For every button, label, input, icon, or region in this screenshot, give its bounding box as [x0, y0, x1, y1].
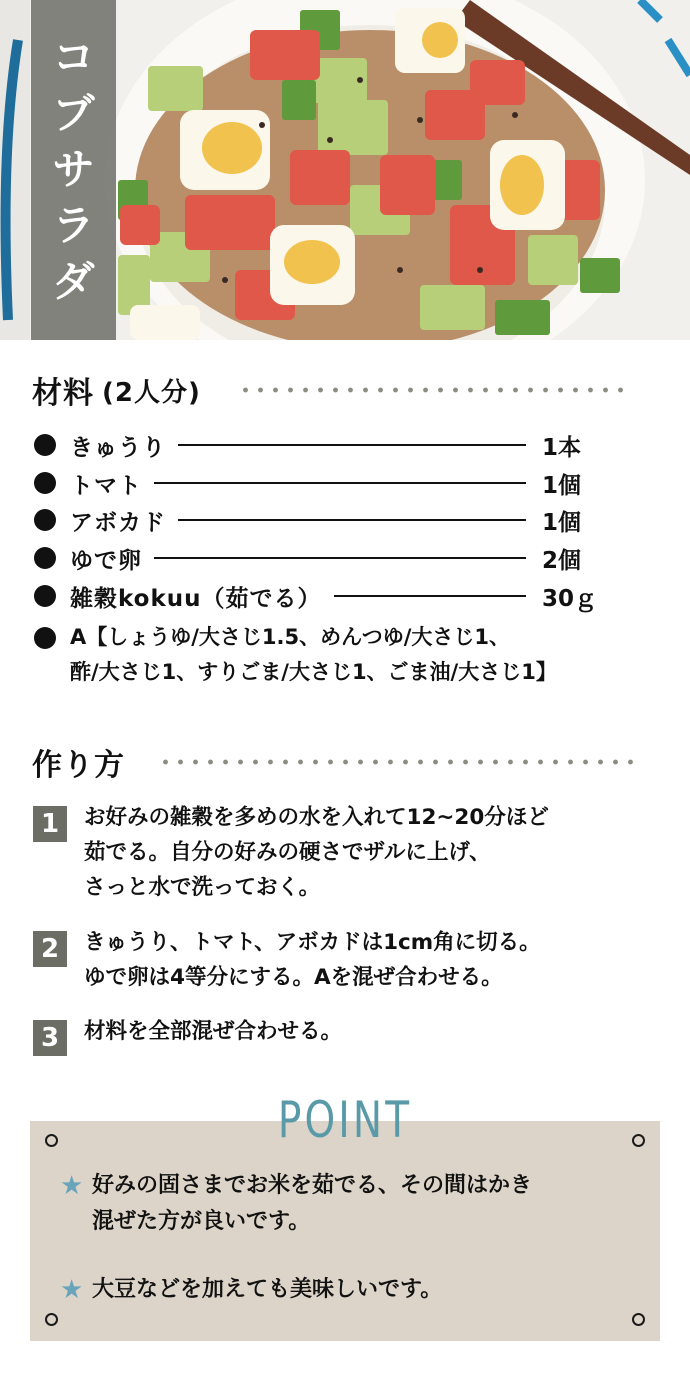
step-line: 材料を全部混ぜ合わせる。: [84, 1019, 343, 1044]
ingredient-name: 雑穀kokuu（茹でる）: [70, 585, 322, 612]
point-tip: [60, 1168, 640, 1240]
step-1: [33, 800, 644, 905]
step-number-badge: 1: [33, 806, 67, 842]
ingredient-name: トマト: [70, 472, 142, 499]
bullet-icon: [34, 509, 56, 531]
sauce-a-ingredients: [34, 620, 634, 690]
sauce-line-1: A【しょうゆ/大さじ1.5、めんつゆ/大さじ1、: [70, 625, 510, 649]
dish-title-char: ダ: [52, 257, 95, 306]
leader-line: [178, 519, 526, 521]
leader-line: [154, 482, 526, 484]
dotted-divider: [158, 759, 633, 765]
step-line: さっと水で洗っておく。: [84, 875, 321, 900]
ingredient-qty: 1個: [542, 509, 582, 536]
step-3: [33, 1014, 644, 1056]
dotted-divider: [238, 387, 633, 393]
tip-line: 混ぜた方が良いです。: [92, 1209, 311, 1234]
bullet-icon: [34, 472, 56, 494]
tip-text: [92, 1272, 442, 1308]
dish-title-char: ブ: [52, 89, 95, 138]
step-text: [84, 800, 644, 905]
ingredient-qty: 1個: [542, 472, 582, 499]
ingredient-qty: 2個: [542, 547, 582, 574]
ring-icon: [45, 1313, 58, 1326]
ring-icon: [45, 1134, 58, 1147]
point-tip: [60, 1272, 640, 1308]
step-line: 茹でる。自分の好みの硬さでザルに上げ、: [84, 840, 491, 865]
sauce-line-2: 酢/大さじ1、すりごま/大さじ1、ごま油/大さじ1】: [70, 660, 557, 684]
step-text: [84, 1014, 644, 1049]
step-line: きゅうり、トマト、アボカドは1cm角に切る。: [84, 930, 541, 955]
step-text: [84, 925, 644, 995]
step-number-badge: 3: [33, 1020, 67, 1056]
star-icon: ★: [60, 1171, 84, 1201]
method-title: 作り方: [32, 748, 125, 783]
ingredient-row: [34, 505, 594, 535]
dish-title-band: [31, 0, 116, 340]
bullet-icon: [34, 585, 56, 607]
ingredients-title: 材料: [32, 376, 94, 411]
ingredient-row: [34, 581, 598, 612]
step-line: ゆで卵は4等分にする。Aを混ぜ合わせる。: [84, 965, 503, 990]
step-2: [33, 925, 644, 995]
step-number-badge: 2: [33, 931, 67, 967]
step-line: お好みの雑穀を多めの水を入れて12~20分ほど: [84, 805, 549, 830]
ingredient-name: ゆで卵: [70, 547, 142, 574]
bullet-icon: [34, 547, 56, 569]
dish-title-char: コ: [52, 33, 95, 82]
servings-label: (2人分): [102, 377, 201, 408]
tip-line: 大豆などを加えても美味しいです。: [92, 1277, 443, 1302]
ring-icon: [632, 1134, 645, 1147]
ingredient-name: アボカド: [70, 509, 166, 536]
leader-line: [334, 595, 526, 597]
bullet-icon: [34, 434, 56, 456]
leader-line: [154, 557, 526, 559]
point-title: POINT: [277, 1091, 413, 1149]
leader-line: [178, 444, 526, 446]
ingredient-row: [34, 468, 594, 498]
ingredient-name: きゅうり: [70, 434, 166, 461]
ingredient-qty: 1本: [542, 434, 582, 461]
ingredient-row: [34, 543, 594, 573]
ingredient-qty: 30ｇ: [542, 585, 598, 612]
ingredient-row: [34, 430, 594, 460]
ingredients-heading: [32, 368, 201, 412]
method-heading: [32, 740, 125, 784]
tip-line: 好みの固さまでお米を茹でる、その間はかき: [92, 1173, 533, 1198]
tip-text: [92, 1168, 532, 1240]
star-icon: ★: [60, 1275, 84, 1305]
ring-icon: [632, 1313, 645, 1326]
dish-title-char: ラ: [52, 201, 95, 250]
dish-title-char: サ: [52, 145, 95, 194]
hero-photo: [0, 0, 690, 340]
bullet-icon: [34, 627, 56, 649]
